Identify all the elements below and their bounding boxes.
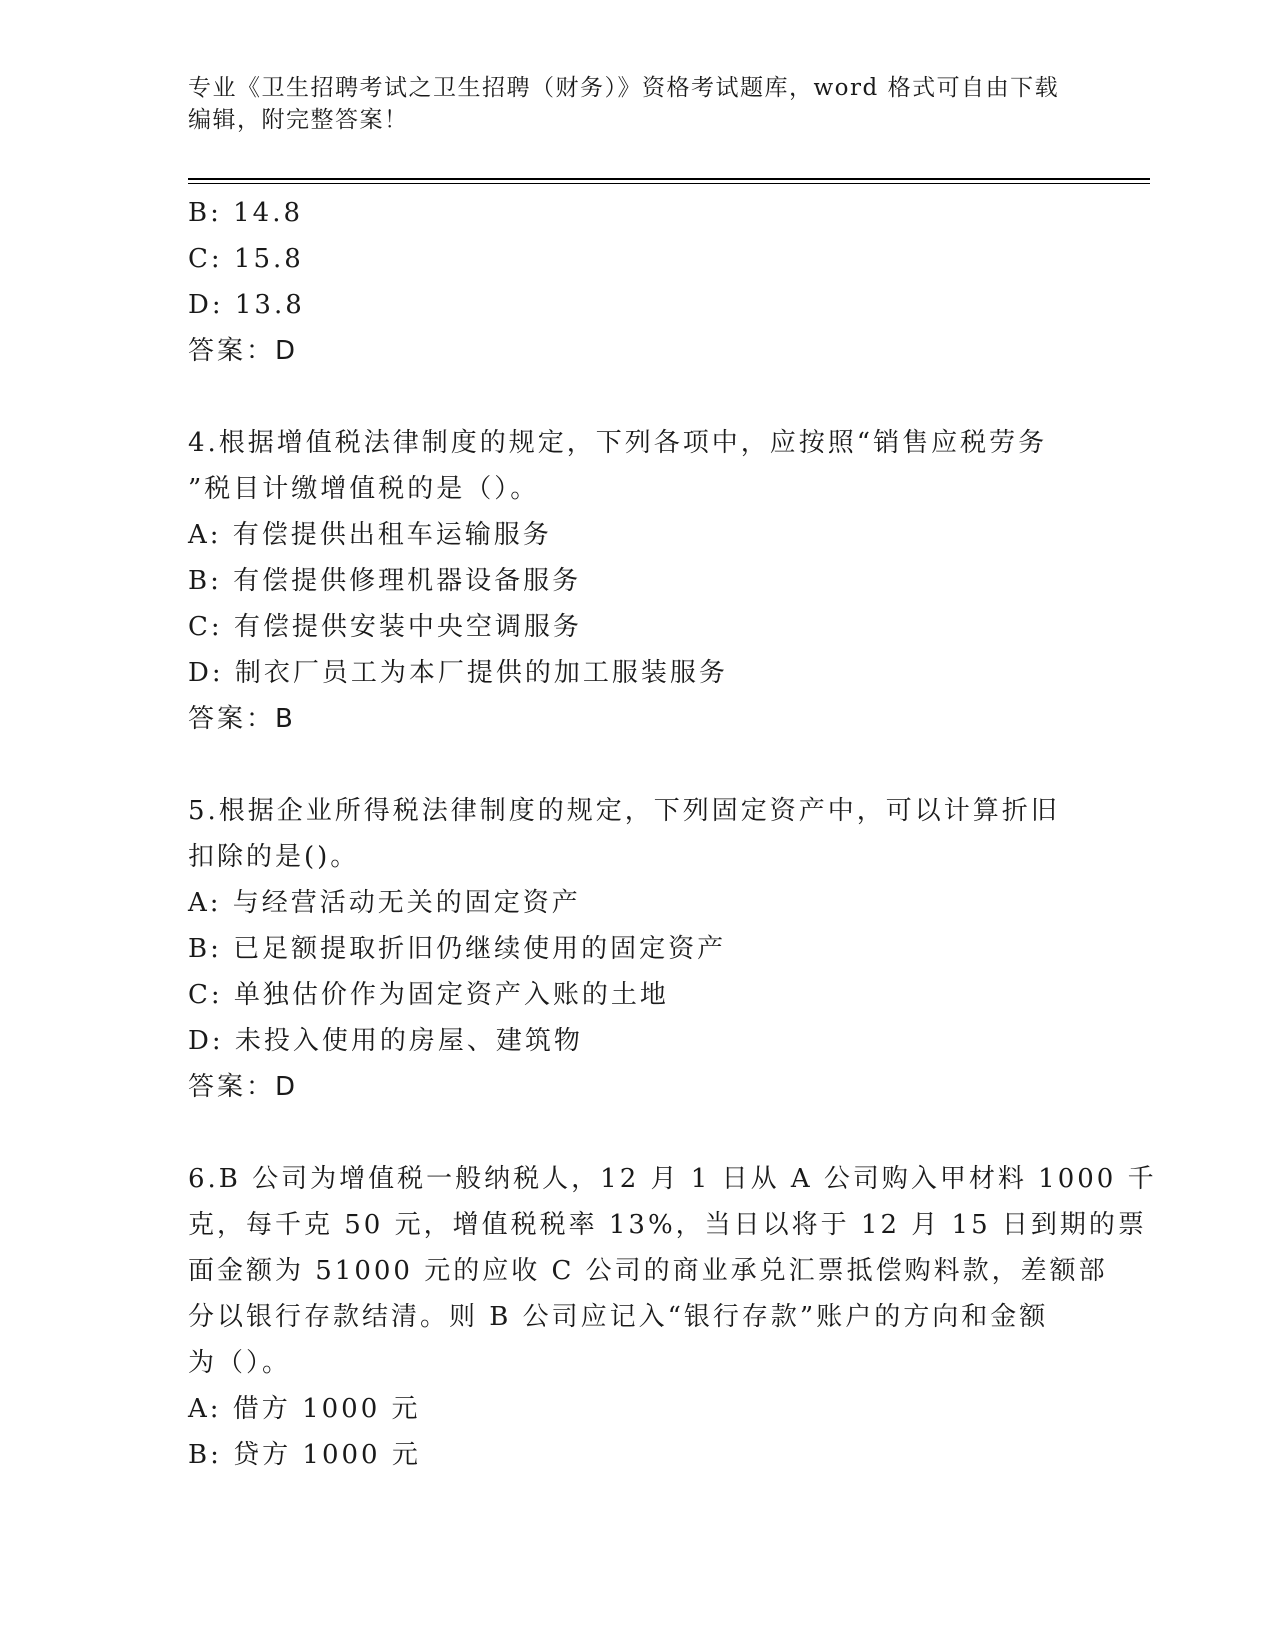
q6-stem-line-4: 分以银行存款结清。则 B 公司应记入“银行存款”账户的方向和金额 <box>188 1302 1049 1332</box>
q4-option-a: A: 有偿提供出租车运输服务 <box>188 520 552 550</box>
question-4 <box>188 420 1088 742</box>
q6-stem-line-1: 6.B 公司为增值税一般纳税人，12 月 1 日从 A 公司购入甲材料 1000 千 <box>188 1164 1157 1194</box>
q4-option-d: D: 制衣厂员工为本厂提供的加工服装服务 <box>188 658 728 688</box>
q6-option-b: B: 贷方 1000 元 <box>188 1440 421 1470</box>
q6-option-a: A: 借方 1000 元 <box>188 1394 421 1424</box>
q6-stem-line-2: 克，每千克 50 元，增值税税率 13%，当日以将于 12 月 15 日到期的票 <box>188 1210 1147 1240</box>
q4-option-c: C: 有偿提供安装中央空调服务 <box>188 612 582 642</box>
q5-answer: 答案：D <box>188 1072 299 1102</box>
spacer <box>188 374 1088 420</box>
spacer <box>188 742 1088 788</box>
q5-option-d: D: 未投入使用的房屋、建筑物 <box>188 1026 583 1056</box>
q3-option-b: B: 14.8 <box>188 198 304 228</box>
q4-option-b: B: 有偿提供修理机器设备服务 <box>188 566 582 596</box>
question-content <box>188 190 1157 1478</box>
q3-option-c: C: 15.8 <box>188 244 304 274</box>
q4-answer: 答案：B <box>188 704 296 734</box>
q5-stem-line-1: 5.根据企业所得税法律制度的规定，下列固定资产中，可以计算折旧 <box>188 796 1060 826</box>
document-header <box>188 72 1088 136</box>
question-6 <box>188 1156 1157 1478</box>
q5-stem-line-2: 扣除的是()。 <box>188 842 360 872</box>
q5-option-a: A: 与经营活动无关的固定资产 <box>188 888 581 918</box>
q3-answer: 答案：D <box>188 336 299 366</box>
q4-stem-line-1: 4.根据增值税法律制度的规定，下列各项中，应按照“销售应税劳务 <box>188 428 1048 458</box>
q6-stem-line-3: 面金额为 51000 元的应收 C 公司的商业承兑汇票抵偿购料款，差额部 <box>188 1256 1108 1286</box>
question-3 <box>188 190 1088 374</box>
q4-stem-line-2: ”税目计缴增值税的是（）。 <box>188 474 540 504</box>
q3-option-d: D: 13.8 <box>188 290 305 320</box>
q6-stem-line-5: 为（）。 <box>188 1348 292 1378</box>
spacer <box>188 1110 1088 1156</box>
header-rule-thin <box>188 183 1150 184</box>
header-line-2: 编辑，附完整答案！ <box>188 107 409 133</box>
question-5 <box>188 788 1088 1110</box>
header-rule-thick <box>188 178 1150 180</box>
header-line-1: 专业《卫生招聘考试之卫生招聘（财务）》资格考试题库，word 格式可自由下载 <box>188 75 1060 101</box>
q5-option-b: B: 已足额提取折旧仍继续使用的固定资产 <box>188 934 727 964</box>
q5-option-c: C: 单独估价作为固定资产入账的土地 <box>188 980 669 1010</box>
